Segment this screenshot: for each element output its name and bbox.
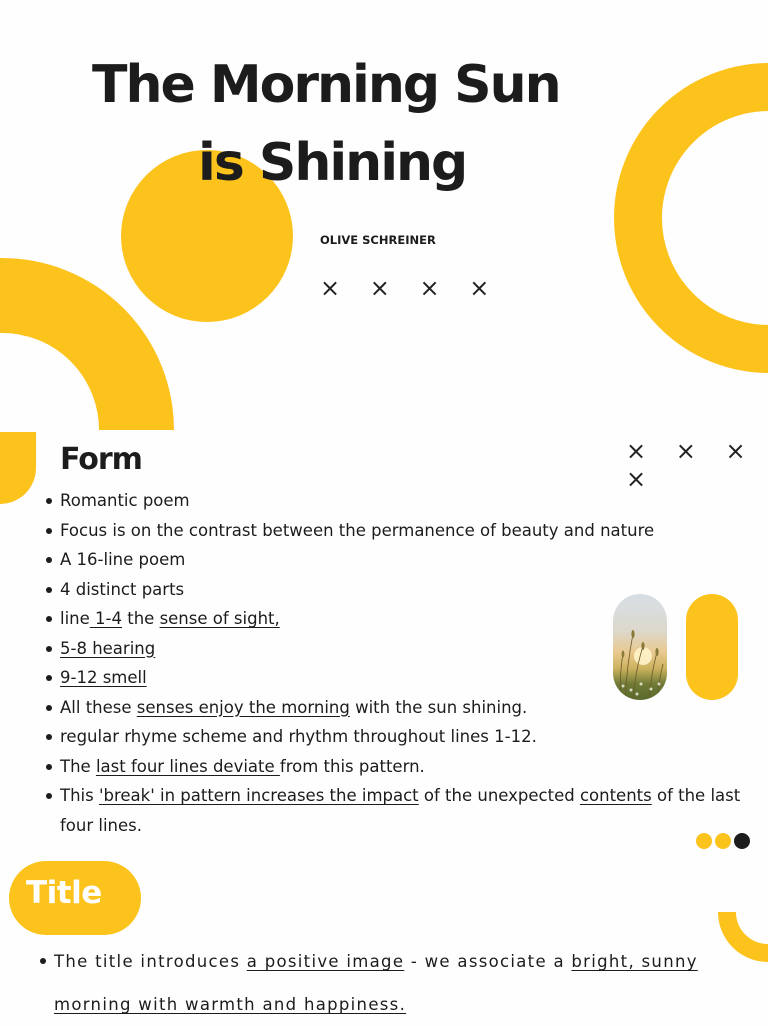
page-title [92,46,612,202]
text-segment: with the sun shining. [349,697,528,717]
decor-dot-yellow [715,833,731,849]
text-segment: regular rhyme scheme and rhythm throughout lines 1-12. [60,727,537,746]
decor-quarter-circle [0,432,36,504]
text-segment: the [121,609,160,628]
sunrise-grass-photo [613,594,667,700]
underlined-text: 'break' in pattern increases the impact [98,786,419,805]
underlined-text: 5-8 hearing [60,638,156,658]
list-item [46,516,746,546]
author-name: OLIVE SCHREINER [320,233,436,247]
title-line-1: The Morning Sun [92,55,560,115]
text-segment: Romantic poem [60,491,190,510]
list-item [46,781,746,840]
underlined-text: a positive image [246,952,405,971]
underlined-text: 1-4 [89,609,122,628]
title-list [40,940,755,1026]
text-segment: A 16-line poem [60,550,186,569]
underlined-text: senses enjoy the morning [136,697,350,717]
list-item [46,722,746,752]
form-heading: Form [60,442,142,477]
decor-crosses-right: × × × × [626,437,757,493]
text-segment: from this pattern. [279,756,425,776]
text-segment: of the last four lines. [60,786,741,835]
title-section-label-text: Title [26,875,102,911]
decor-crosses-top: × × × × [320,274,501,302]
title-section-label [9,861,141,935]
underlined-text: 9-12 smell [60,668,147,687]
text-segment: All these [60,697,137,717]
text-segment: 4 distinct parts [60,579,185,599]
decor-dots [696,833,750,849]
text-segment: This [60,786,99,805]
text-segment: The [60,756,96,776]
underlined-text: sense of sight, [159,609,280,628]
title-line-2: is Shining [198,133,467,193]
underlined-text: contents [579,786,652,805]
underlined-text: bright, sunny morning with warmth and happiness. [54,952,698,1014]
text-segment: The title introduces [54,952,247,971]
list-item [46,752,746,782]
text-segment: Focus is on the contrast between the permanence of beauty and nature [60,520,655,540]
text-segment: line [60,609,90,628]
list-item [46,545,746,575]
list-item [40,940,755,1026]
text-segment: of the unexpected [418,786,580,805]
decor-ring-right [614,63,768,373]
decor-pill-yellow [686,594,738,700]
decor-dot-yellow [696,833,712,849]
text-segment: - we associate a [404,952,572,971]
decor-dot-dark [734,833,750,849]
list-item [46,486,746,516]
underlined-text: last four lines deviate [95,756,280,776]
